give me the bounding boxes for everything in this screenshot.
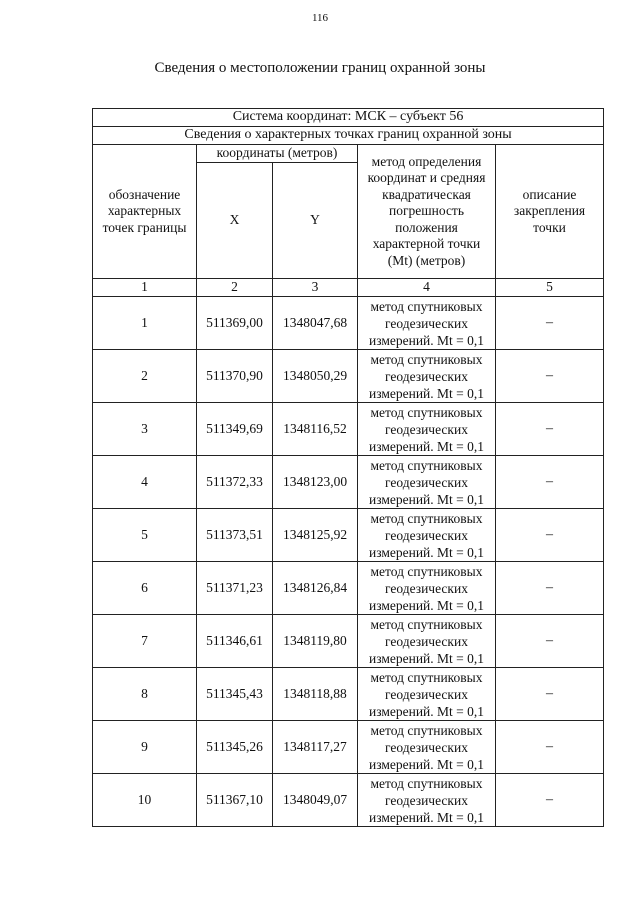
description-cell: – xyxy=(496,456,604,509)
page-number: 116 xyxy=(311,12,329,24)
x-coordinate-cell: 511370,90 xyxy=(197,350,273,403)
description-cell: – xyxy=(496,509,604,562)
table-row xyxy=(93,297,604,350)
point-number-cell: 2 xyxy=(93,350,197,403)
point-number-cell: 1 xyxy=(93,297,197,350)
method-cell: метод спутниковых геодезических измерений. Mt = 0,1 xyxy=(358,668,496,721)
description-cell: – xyxy=(496,350,604,403)
y-coordinate-cell: 1348047,68 xyxy=(273,297,358,350)
table-row xyxy=(93,456,604,509)
point-number-cell: 8 xyxy=(93,668,197,721)
x-coordinate-cell: 511367,10 xyxy=(197,774,273,827)
method-cell: метод спутниковых геодезических измерений. Mt = 0,1 xyxy=(358,403,496,456)
table-row xyxy=(93,774,604,827)
description-cell: – xyxy=(496,615,604,668)
y-coordinate-cell: 1348123,00 xyxy=(273,456,358,509)
method-cell: метод спутниковых геодезических измерений. Mt = 0,1 xyxy=(358,562,496,615)
x-coordinate-cell: 511345,26 xyxy=(197,721,273,774)
y-coordinate-cell: 1348050,29 xyxy=(273,350,358,403)
x-coordinate-cell: 511371,23 xyxy=(197,562,273,615)
y-coordinate-cell: 1348116,52 xyxy=(273,403,358,456)
boundary-points-table xyxy=(92,108,604,827)
x-coordinate-cell: 511373,51 xyxy=(197,509,273,562)
table-row xyxy=(93,509,604,562)
table-row xyxy=(93,403,604,456)
point-number-cell: 6 xyxy=(93,562,197,615)
x-coordinate-cell: 511346,61 xyxy=(197,615,273,668)
point-number-cell: 5 xyxy=(93,509,197,562)
method-cell: метод спутниковых геодезических измерений. Mt = 0,1 xyxy=(358,774,496,827)
description-header: описание закрепления точки xyxy=(496,145,604,279)
points-caption: Сведения о характерных точках границ охранной зоны xyxy=(93,127,604,145)
description-cell: – xyxy=(496,562,604,615)
column-number-row xyxy=(93,279,604,297)
column-number: 4 xyxy=(358,279,496,297)
description-cell: – xyxy=(496,297,604,350)
column-number: 1 xyxy=(93,279,197,297)
method-cell: метод спутниковых геодезических измерений. Mt = 0,1 xyxy=(358,350,496,403)
description-cell: – xyxy=(496,721,604,774)
description-cell: – xyxy=(496,403,604,456)
column-number: 2 xyxy=(197,279,273,297)
coord-system-caption: Система координат: МСК – субъект 56 xyxy=(93,109,604,127)
header-row xyxy=(93,145,604,163)
method-cell: метод спутниковых геодезических измерений. Mt = 0,1 xyxy=(358,297,496,350)
method-cell: метод спутниковых геодезических измерений. Mt = 0,1 xyxy=(358,456,496,509)
y-coordinate-cell: 1348117,27 xyxy=(273,721,358,774)
coord-system-row xyxy=(93,109,604,127)
y-coordinate-cell: 1348126,84 xyxy=(273,562,358,615)
coordinates-header: координаты (метров) xyxy=(197,145,358,163)
x-header: X xyxy=(197,163,273,279)
x-coordinate-cell: 511369,00 xyxy=(197,297,273,350)
column-number: 5 xyxy=(496,279,604,297)
method-cell: метод спутниковых геодезических измерений. Mt = 0,1 xyxy=(358,721,496,774)
table-row xyxy=(93,562,604,615)
point-number-cell: 4 xyxy=(93,456,197,509)
method-cell: метод спутниковых геодезических измерений. Mt = 0,1 xyxy=(358,615,496,668)
table-row xyxy=(93,350,604,403)
table-row xyxy=(93,615,604,668)
method-header: метод определения координат и средняя квадратическая погрешность положения характерной точки (Mt) (метров) xyxy=(358,145,496,279)
description-cell: – xyxy=(496,668,604,721)
point-number-cell: 7 xyxy=(93,615,197,668)
method-cell: метод спутниковых геодезических измерений. Mt = 0,1 xyxy=(358,509,496,562)
y-coordinate-cell: 1348125,92 xyxy=(273,509,358,562)
point-number-cell: 3 xyxy=(93,403,197,456)
description-cell: – xyxy=(496,774,604,827)
x-coordinate-cell: 511345,43 xyxy=(197,668,273,721)
point-number-cell: 9 xyxy=(93,721,197,774)
x-coordinate-cell: 511349,69 xyxy=(197,403,273,456)
table-row xyxy=(93,668,604,721)
x-coordinate-cell: 511372,33 xyxy=(197,456,273,509)
boundary-points-table-body xyxy=(93,109,604,827)
column-number: 3 xyxy=(273,279,358,297)
y-coordinate-cell: 1348119,80 xyxy=(273,615,358,668)
y-coordinate-cell: 1348049,07 xyxy=(273,774,358,827)
y-header: Y xyxy=(273,163,358,279)
document-title: Сведения о местоположении границ охранной зоны xyxy=(154,60,486,76)
y-coordinate-cell: 1348118,88 xyxy=(273,668,358,721)
point-number-cell: 10 xyxy=(93,774,197,827)
points-caption-row xyxy=(93,127,604,145)
table-row xyxy=(93,721,604,774)
designation-header: обозначение характерных точек границы xyxy=(93,145,197,279)
